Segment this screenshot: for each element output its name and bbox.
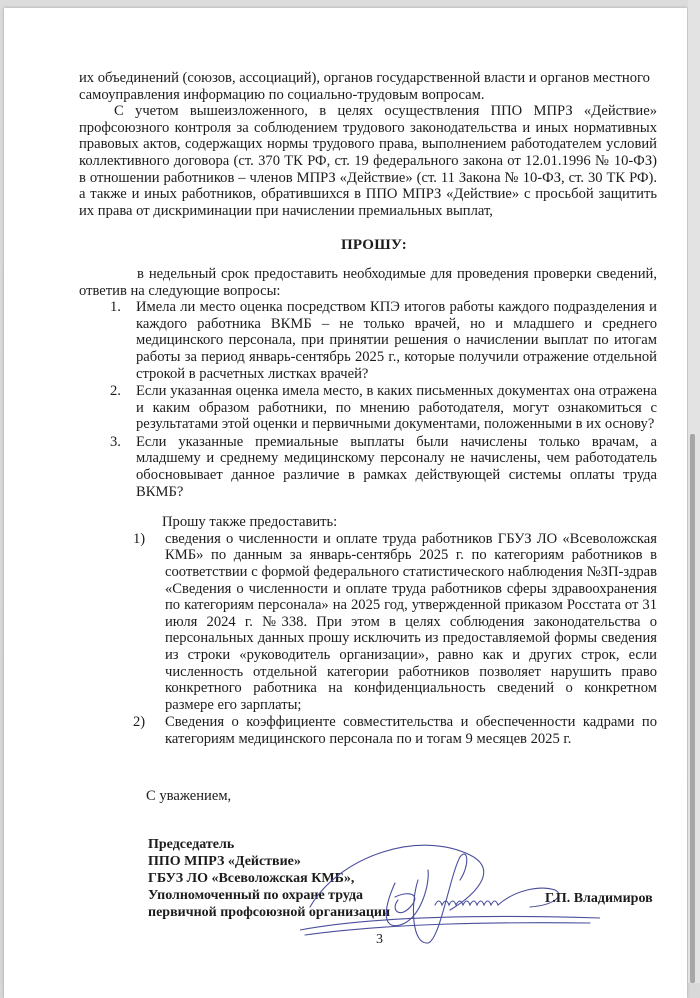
- signatory-name: Г.П. Владимиров: [545, 891, 653, 906]
- closing-salutation: С уважением,: [146, 787, 232, 804]
- question-text: Имела ли место оценка посредством КПЭ итогов работы каждого подразделения и каждого работника ВКМБ – не только врачей, но и младшего и среднего медицинского персонала, при принятии решения о начислении выплат по итогам работы за период январь-сентябрь 2025 г., которые получили отражение отдельной строкой в расчетных листках врачей?: [136, 299, 657, 382]
- also-request: Прошу также предоставить:: [162, 514, 338, 531]
- provide-number: 2): [133, 714, 146, 731]
- paragraph-intro: их объединений (союзов, ассоциаций), органов государственной власти и органов местного самоуправления информацию по социально-трудовым вопросам.: [79, 70, 650, 103]
- provide-number: 1): [133, 530, 146, 547]
- request-intro: в недельный срок предоставить необходимые для проведения проверки сведений, ответив на следующие вопросы:: [79, 265, 657, 299]
- signatory-line: Председатель: [148, 837, 235, 852]
- provide-text: сведения о численности и оплате труда работников ГБУЗ ЛО «Всеволожская КМБ» по данным за январь-сентябрь 2025 г. по категориям работников в соответствии с формой федерального статистического наблюдения №ЗП-здрав «Сведения о численности и оплате труда работников сферы здравоохранения по категориям персонала» на 2025 год, утвержденной приказом Росстата от 31 июля 2024 г. №338. При этом в целях соблюдения законодательства о персональных данных прошу исключить из предоставляемой формы сведения из строки «руководитель организации», равно как и других строк, если численность отдельной категории работников позволяет нарушить право конкретного работника на конфиденциальность сведений о конкретном размере его зарплаты;: [165, 530, 657, 713]
- question-text: Если указанные премиальные выплаты были начислены только врачам, а младшему и среднему медицинскому персоналу не начислены, чем работодатель обосновывает данное различие в рамках действующей системы оплаты труда ВКМБ?: [136, 433, 657, 500]
- signatory-line: ГБУЗ ЛО «Всеволожская КМБ»,: [148, 871, 355, 886]
- request-title: ПРОШУ:: [340, 237, 408, 254]
- question-item: [110, 434, 657, 500]
- document-body: [79, 70, 657, 804]
- question-item: [110, 299, 657, 382]
- provide-item: [133, 531, 657, 714]
- page-number: 3: [376, 932, 383, 947]
- question-text: Если указанная оценка имела место, в каких письменных документах она отражена и каким образом работники, по мнению работодателя, могут ознакомиться с результатами этой оценки и первичными документами, положенными в их основу?: [136, 383, 657, 433]
- signatory-line: Уполномоченный по охране труда: [148, 888, 364, 903]
- question-item: [110, 383, 657, 433]
- question-number: 3.: [110, 433, 121, 450]
- question-number: 2.: [110, 383, 121, 400]
- provide-list: [133, 531, 657, 748]
- question-number: 1.: [110, 299, 121, 316]
- provide-text: Сведения о коэффициенте совместительства и обеспеченности кадрами по категориям медицинского персонала по и тогам 9 месяцев 2025 г.: [165, 714, 657, 747]
- scrollbar-thumb[interactable]: [690, 434, 695, 983]
- questions-list: [110, 299, 657, 500]
- signatory-line: первичной профсоюзной организации: [148, 905, 391, 920]
- signatory-line: ППО МПРЗ «Действие»: [148, 854, 301, 869]
- paragraph-considering: С учетом вышеизложенного, в целях осуществления ППО МПРЗ «Действие» профсоюзного контроля за соблюдением трудового законодательства и иных нормативных правовых актов, содержащих нормы трудового права, выполнением работодателем условий коллективного договора (ст. 370 ТК РФ, ст. 19 федерального закона от 12.01.1996 № 10-ФЗ) в отношении работников – членов МПРЗ «Действие» (ст. 11 Закона № 10-ФЗ, ст. 30 ТК РФ). а также и иных работников, обратившихся в ППО МПРЗ «Действие» с просьбой защитить их права от дискриминации при начислении премиальных выплат,: [79, 103, 657, 219]
- provide-item: [133, 714, 657, 747]
